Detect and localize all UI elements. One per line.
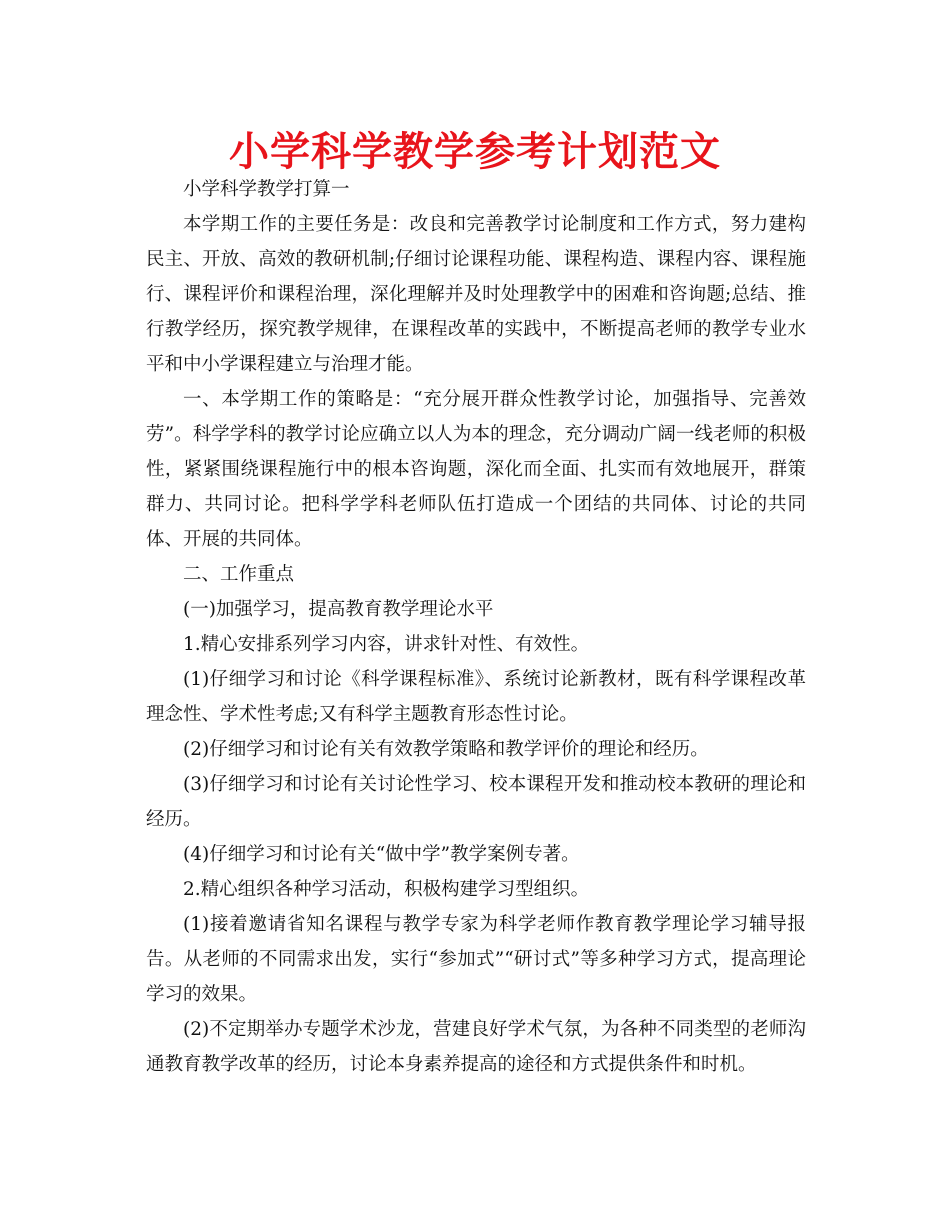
section-heading: 二、工作重点 xyxy=(183,564,295,585)
list-item: (1)仔细学习和讨论《科学课程标准》、系统讨论新教材，既有科学课程改革理念性、学术性考虑;又有科学主题教育形态性讨论。 xyxy=(146,669,806,725)
subsection-heading: (一)加强学习，提高教育教学理论水平 xyxy=(183,599,494,620)
paragraph: 小学科学教学打算一 xyxy=(183,179,350,200)
paragraph: 一、本学期工作的策略是：“充分展开群众性教学讨论，加强指导、完善效劳”。科学学科的教学讨论应确立以人为本的理念，充分调动广阔一线老师的积极性，紧紧围绕课程施行中的根本咨询题，深化而全面、扎实而有效地展开，群策群力、共同讨论。把科学学科老师队伍打造成一个团结的共同体、讨论的共同体、开展的共同体。 xyxy=(146,389,806,550)
list-item: (4)仔细学习和讨论有关“做中学”教学案例专著。 xyxy=(183,844,580,865)
paragraph: 本学期工作的主要任务是：改良和完善教学讨论制度和工作方式，努力建构民主、开放、高效的教研机制;仔细讨论课程功能、课程构造、课程内容、课程施行、课程评价和课程治理，深化理解并及时处理教学中的困难和咨询题;总结、推行教学经历，探究教学规律，在课程改革的实践中，不断提高老师的教学专业水平和中小学课程建立与治理才能。 xyxy=(146,214,806,375)
list-item: 1.精心安排系列学习内容，讲求针对性、有效性。 xyxy=(183,634,590,655)
list-item: (3)仔细学习和讨论有关讨论性学习、校本课程开发和推动校本教研的理论和经历。 xyxy=(146,774,806,830)
list-item: 2.精心组织各种学习活动，积极构建学习型组织。 xyxy=(183,879,590,900)
document-body xyxy=(146,172,806,1082)
list-item: (2)仔细学习和讨论有关有效教学策略和教学评价的理论和经历。 xyxy=(183,739,709,760)
document-title: 小学科学教学参考计划范文 xyxy=(229,129,721,175)
list-item: (2)不定期举办专题学术沙龙，营建良好学术气氛，为各种不同类型的老师沟通教育教学改革的经历，讨论本身素养提高的途径和方式提供条件和时机。 xyxy=(146,1019,806,1075)
list-item: (1)接着邀请省知名课程与教学专家为科学老师作教育教学理论学习辅导报告。从老师的不同需求出发，实行“参加式”“研讨式”等多种学习方式，提高理论学习的效果。 xyxy=(146,914,806,1005)
